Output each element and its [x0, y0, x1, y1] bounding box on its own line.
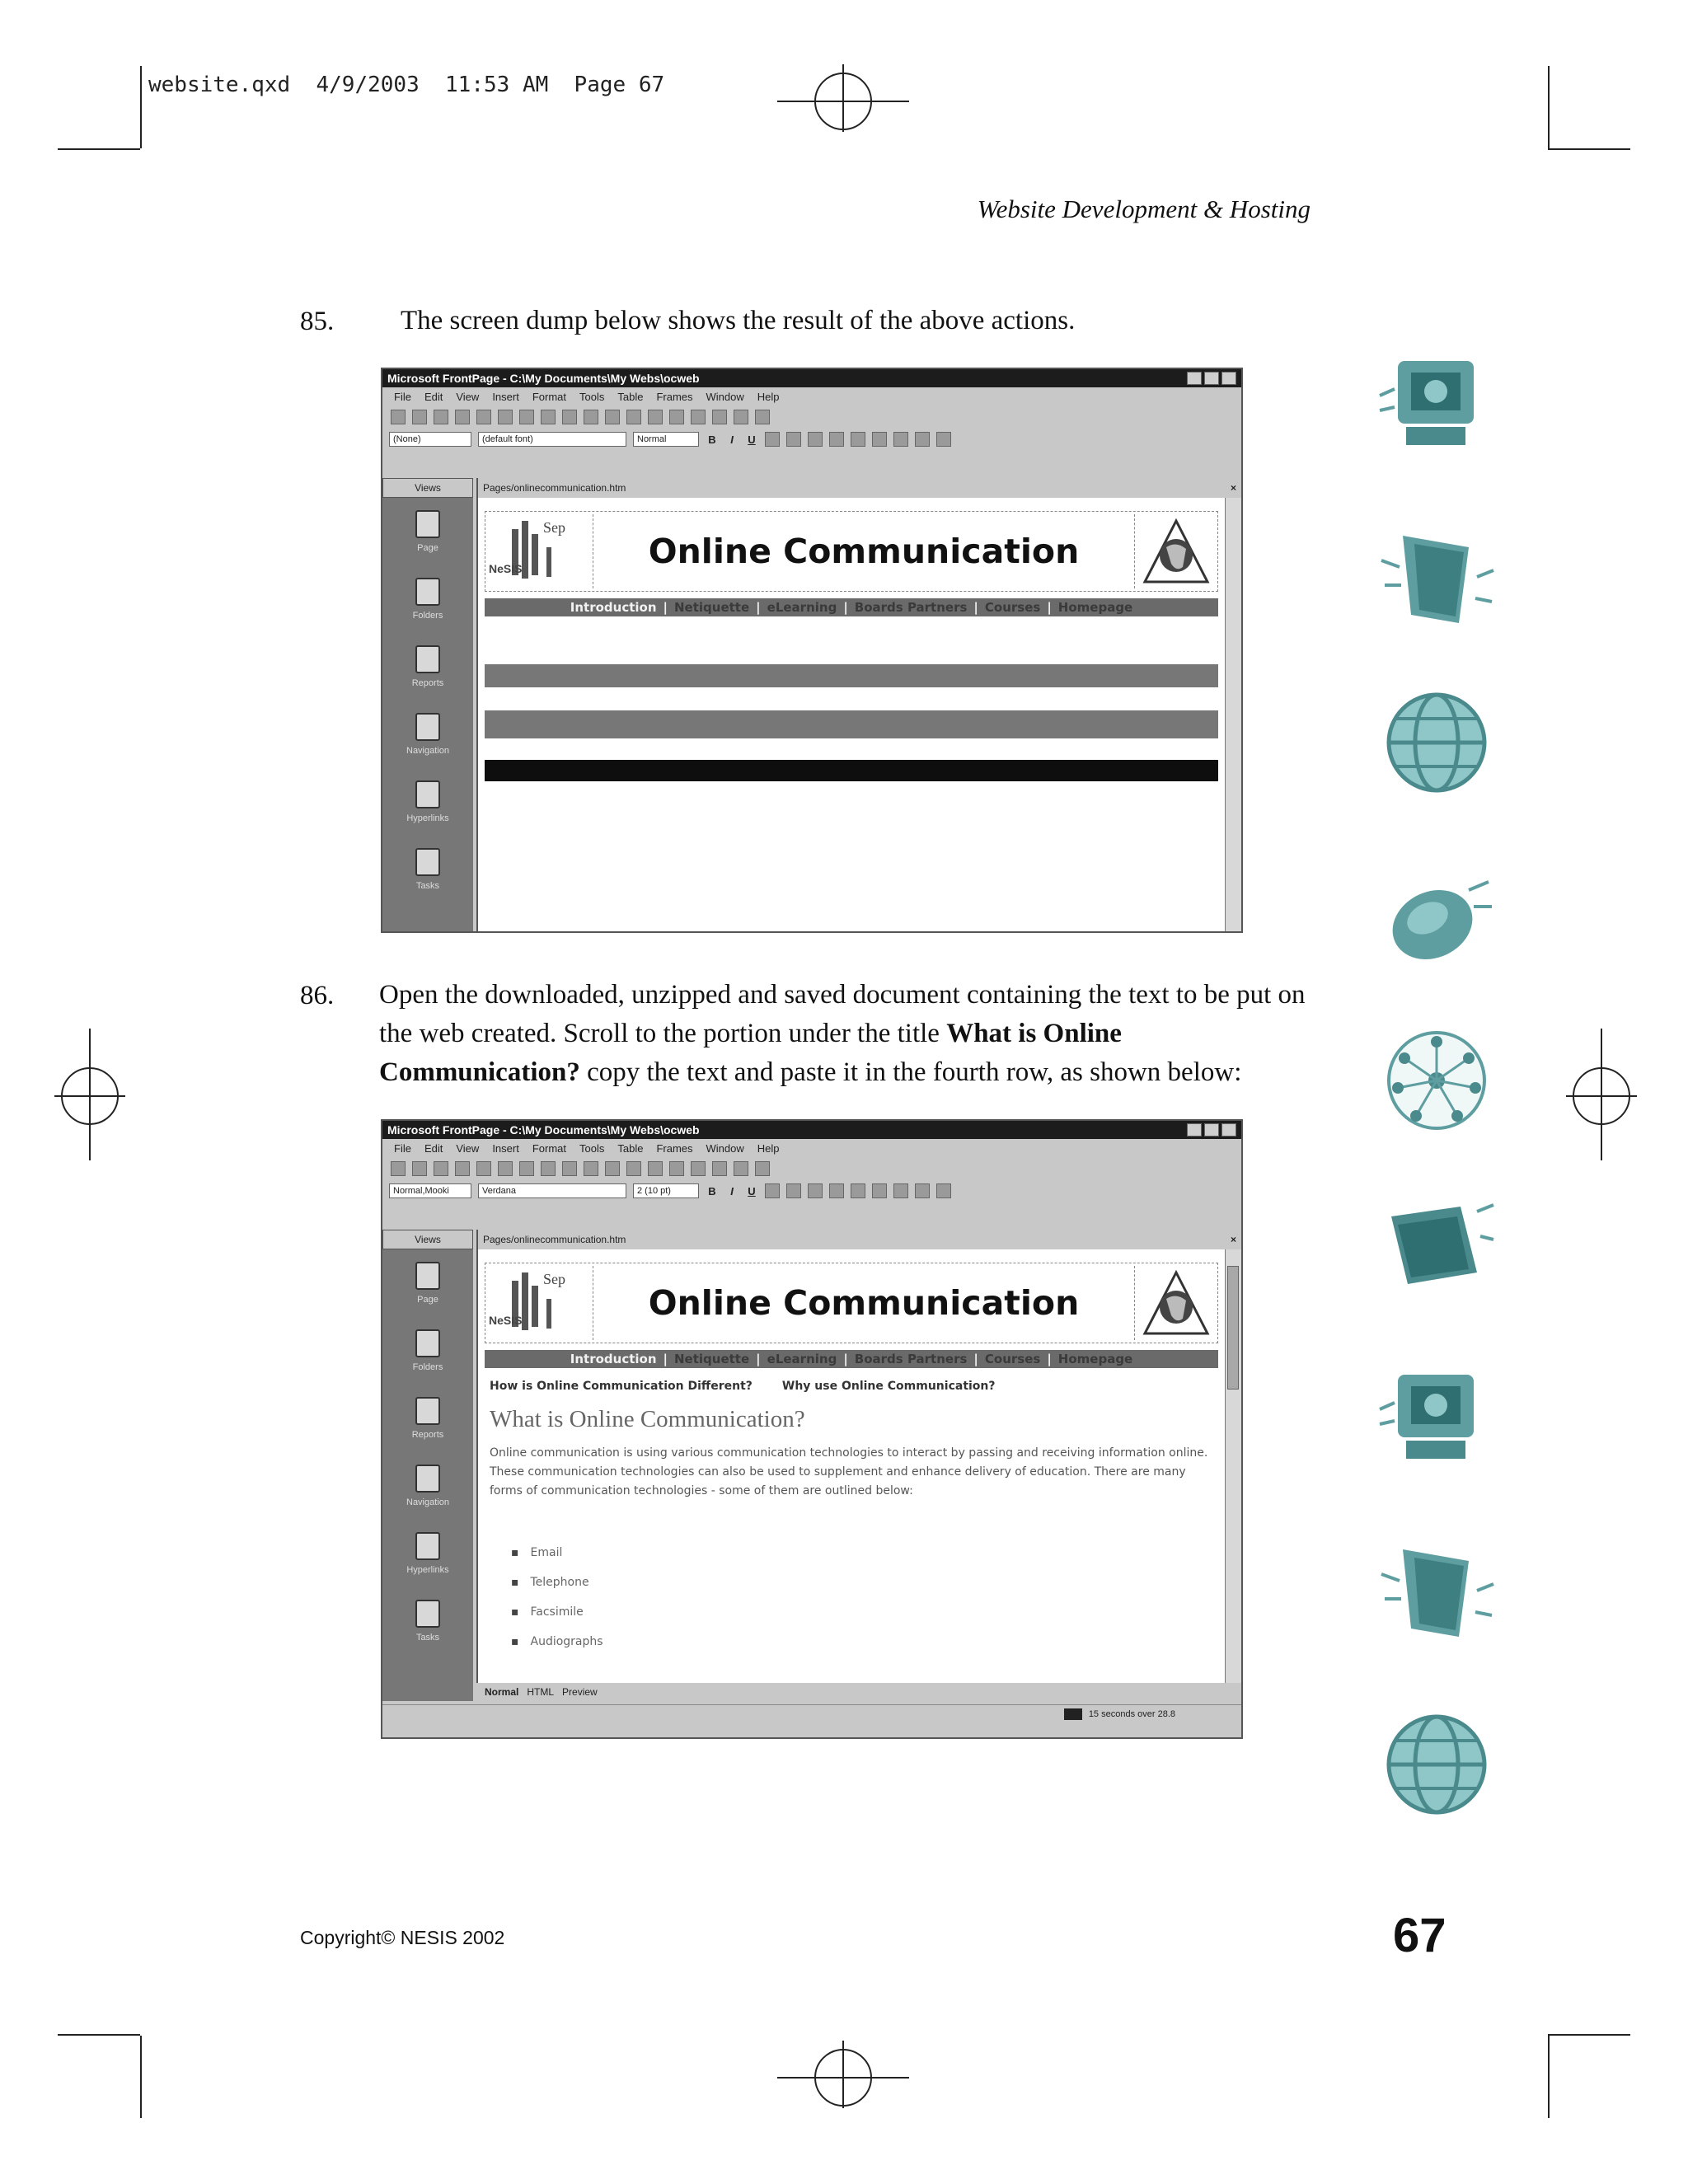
menu-help[interactable]: Help [757, 390, 780, 403]
align-left-icon[interactable] [765, 1183, 780, 1198]
crop-mark [1548, 148, 1630, 150]
hyperlink-icon[interactable] [691, 410, 706, 424]
highlight-icon[interactable] [915, 432, 930, 447]
copy-icon[interactable] [562, 1161, 577, 1176]
frontpage-screenshot-2 [381, 1119, 1243, 1739]
crop-mark [1548, 2034, 1630, 2036]
numbered-list-icon[interactable] [829, 432, 844, 447]
view-reports[interactable]: Reports [382, 633, 473, 701]
view-navigation[interactable]: Navigation [382, 701, 473, 768]
menu-bar [382, 1139, 1241, 1157]
nav-courses[interactable]: Courses [984, 600, 1041, 615]
menu-edit[interactable]: Edit [424, 1141, 443, 1155]
table-row-band [485, 664, 1218, 687]
open-icon[interactable] [412, 1161, 427, 1176]
bulleted-list-icon[interactable] [851, 1183, 865, 1198]
save-icon[interactable] [434, 410, 448, 424]
crop-mark [140, 2036, 142, 2118]
content-links [490, 1380, 996, 1393]
menu-format[interactable]: Format [532, 390, 566, 403]
image-icon[interactable] [669, 410, 684, 424]
italic-button[interactable]: I [730, 433, 734, 446]
redo-icon[interactable] [626, 410, 641, 424]
page-icon [415, 510, 440, 538]
view-tabs [476, 1683, 1243, 1701]
page-path: Pages/onlinecommunication.htm [483, 482, 626, 494]
menu-format[interactable]: Format [532, 1141, 566, 1155]
close-page-icon[interactable]: × [1230, 482, 1236, 494]
navigation-icon [415, 1465, 440, 1493]
nav-boards-partners[interactable]: Boards Partners [854, 600, 968, 615]
formatting-toolbar [382, 429, 1241, 450]
list-item: ▪ Email [511, 1546, 603, 1576]
item-text: Open the downloaded, unzipped and saved document containing the text to be put on the web created. Scroll to the portion under the title What is Online Communication? copy the text and paste it in the fourth row, as shown below: [379, 980, 1306, 1087]
folder-icon [1378, 519, 1495, 636]
africa-emblem-icon [1134, 514, 1217, 588]
menu-edit[interactable]: Edit [424, 390, 443, 403]
maximize-button[interactable] [1204, 1123, 1219, 1137]
crop-mark [1548, 2036, 1550, 2118]
list-item: ▪ Facsimile [511, 1605, 603, 1635]
close-page-icon[interactable]: × [1230, 1234, 1236, 1245]
crop-mark [58, 2034, 140, 2036]
copy-icon[interactable] [562, 410, 577, 424]
views-bar [382, 478, 473, 931]
page-editor[interactable] [476, 1230, 1241, 1683]
font-combo[interactable]: Verdana [478, 1183, 626, 1198]
views-header: Views [382, 1230, 473, 1249]
paragraph-icon[interactable] [734, 1161, 748, 1176]
nav-netiquette[interactable]: Netiquette [674, 1352, 750, 1366]
africa-emblem-icon [1134, 1266, 1217, 1340]
menu-tools[interactable]: Tools [579, 1141, 605, 1155]
view-hyperlinks[interactable]: Hyperlinks [382, 1520, 473, 1587]
page-number: 67 [1393, 1909, 1447, 1962]
navigation-icon [415, 713, 440, 741]
align-right-icon[interactable] [808, 1183, 823, 1198]
underline-button[interactable]: U [748, 1184, 756, 1197]
nav-homepage[interactable]: Homepage [1057, 1352, 1133, 1366]
hyperlinks-icon [415, 780, 440, 808]
highlight-icon[interactable] [915, 1183, 930, 1198]
bold-button[interactable]: B [708, 433, 716, 446]
window-title: Microsoft FrontPage - C:\My Documents\My Webs\ocweb [387, 1123, 700, 1137]
underline-button[interactable]: U [748, 433, 756, 446]
spelling-icon[interactable] [519, 1161, 534, 1176]
copyright: Copyright© NESIS 2002 [300, 1927, 505, 1948]
new-page-icon[interactable] [391, 410, 406, 424]
font-combo[interactable]: (default font) [478, 432, 626, 447]
bulleted-list-icon[interactable] [851, 432, 865, 447]
download-time: 15 seconds over 28.8 [1088, 1708, 1175, 1719]
computer-icon [1378, 1360, 1495, 1477]
publish-icon[interactable] [455, 410, 470, 424]
publish-icon[interactable] [455, 1161, 470, 1176]
editor-header [478, 478, 1241, 498]
network-icon [1378, 1022, 1495, 1139]
size-combo[interactable]: 2 (10 pt) [633, 1183, 699, 1198]
menu-table[interactable]: Table [617, 390, 644, 403]
decrease-indent-icon[interactable] [872, 1183, 887, 1198]
standard-toolbar [382, 405, 1241, 429]
increase-indent-icon[interactable] [893, 1183, 908, 1198]
print-icon[interactable] [476, 1161, 491, 1176]
close-button[interactable] [1221, 1123, 1236, 1137]
view-tasks[interactable]: Tasks [382, 1587, 473, 1655]
status-bar [382, 1704, 1241, 1722]
preview-icon[interactable] [498, 1161, 513, 1176]
numbered-list-icon[interactable] [829, 1183, 844, 1198]
nav-introduction[interactable]: Introduction [570, 1352, 657, 1366]
folder-icon [415, 578, 440, 606]
vertical-scrollbar[interactable] [1225, 498, 1241, 931]
menu-view[interactable]: View [456, 390, 480, 403]
views-header: Views [382, 478, 473, 498]
reports-icon [415, 1397, 440, 1425]
view-navigation[interactable]: Navigation [382, 1452, 473, 1520]
table-row-footer [485, 760, 1218, 781]
window-title: Microsoft FrontPage - C:\My Documents\My Webs\ocweb [387, 372, 700, 385]
preview-icon[interactable] [498, 410, 513, 424]
new-page-icon[interactable] [391, 1161, 406, 1176]
item-text: The screen dump below shows the result of the above actions. [401, 306, 1076, 335]
menu-view[interactable]: View [456, 1141, 480, 1155]
font-color-icon[interactable] [936, 432, 951, 447]
window-titlebar [382, 369, 1241, 387]
nav-courses[interactable]: Courses [984, 1352, 1041, 1366]
nav-elearning[interactable]: eLearning [767, 1352, 837, 1366]
close-button[interactable] [1221, 372, 1236, 385]
image-icon[interactable] [669, 1161, 684, 1176]
nav-homepage[interactable]: Homepage [1057, 600, 1133, 615]
refresh-icon[interactable] [712, 1161, 727, 1176]
view-page[interactable]: Page [382, 498, 473, 565]
align-center-icon[interactable] [786, 432, 801, 447]
style-combo[interactable]: Normal,Mooki [389, 1183, 471, 1198]
italic-button[interactable]: I [730, 1184, 734, 1197]
style-combo[interactable]: (None) [389, 432, 471, 447]
minimize-button[interactable] [1187, 1123, 1202, 1137]
menu-frames[interactable]: Frames [656, 390, 693, 403]
registration-mark-line [842, 64, 844, 132]
window-titlebar [382, 1121, 1241, 1139]
menu-insert[interactable]: Insert [492, 390, 519, 403]
nav-boards-partners[interactable]: Boards Partners [854, 1352, 968, 1366]
bold-button[interactable]: B [708, 1184, 716, 1197]
nav-netiquette[interactable]: Netiquette [674, 600, 750, 615]
list-item: ▪ Telephone [511, 1576, 603, 1605]
computer-icon [1378, 346, 1495, 463]
views-bar [382, 1230, 473, 1701]
paste-icon[interactable] [584, 1161, 598, 1176]
mouse-icon [1378, 857, 1495, 974]
nav-elearning[interactable]: eLearning [767, 600, 837, 615]
view-hyperlinks[interactable]: Hyperlinks [382, 768, 473, 836]
hyperlink-icon[interactable] [691, 1161, 706, 1176]
menu-insert[interactable]: Insert [492, 1141, 519, 1155]
crop-mark [140, 66, 142, 148]
tab-normal[interactable]: Normal [485, 1686, 519, 1698]
tab-preview[interactable]: Preview [562, 1686, 598, 1698]
align-left-icon[interactable] [765, 432, 780, 447]
view-folders[interactable]: Folders [382, 565, 473, 633]
editor-header [478, 1230, 1241, 1249]
paragraph-icon[interactable] [734, 410, 748, 424]
site-title: Online Communication [648, 532, 1080, 571]
tab-html[interactable]: HTML [527, 1686, 555, 1698]
table-icon[interactable] [648, 410, 663, 424]
menu-table[interactable]: Table [617, 1141, 644, 1155]
vertical-scrollbar[interactable] [1225, 1249, 1241, 1683]
cut-icon[interactable] [541, 410, 556, 424]
font-color-icon[interactable] [936, 1183, 951, 1198]
align-right-icon[interactable] [808, 432, 823, 447]
content-paragraph: Online communication is using various communication technologies to interact by passing and receiving information online. These communication technologies can also be used to supplement and enhance delivery of education. There are many forms of communication technologies - some of them are outlined below: [490, 1446, 1208, 1497]
help-icon[interactable] [755, 410, 770, 424]
redo-icon[interactable] [626, 1161, 641, 1176]
content-heading: What is Online Communication? [490, 1406, 805, 1432]
table-icon[interactable] [648, 1161, 663, 1176]
menu-help[interactable]: Help [757, 1141, 780, 1155]
folder-icon [1378, 1533, 1495, 1650]
menu-bar [382, 387, 1241, 405]
slug-line: website.qxd 4/9/2003 11:53 AM Page 67 [148, 73, 665, 97]
page-banner [485, 511, 1218, 592]
view-tasks[interactable]: Tasks [382, 836, 473, 903]
site-logo: Sep NeSIS [485, 1266, 593, 1340]
undo-icon[interactable] [605, 410, 620, 424]
spelling-icon[interactable] [519, 410, 534, 424]
increase-indent-icon[interactable] [893, 432, 908, 447]
minimize-button[interactable] [1187, 372, 1202, 385]
menu-frames[interactable]: Frames [656, 1141, 693, 1155]
nav-introduction[interactable]: Introduction [570, 600, 657, 615]
page-icon [415, 1262, 440, 1290]
globe-icon [1378, 684, 1495, 801]
crop-mark [58, 148, 140, 150]
crop-mark [1548, 66, 1550, 148]
link-why-use[interactable]: Why use Online Communication? [781, 1380, 996, 1393]
menu-window[interactable]: Window [706, 390, 744, 403]
frontpage-screenshot-1 [381, 368, 1243, 933]
paste-icon[interactable] [584, 410, 598, 424]
table-row-band [485, 710, 1218, 738]
cut-icon[interactable] [541, 1161, 556, 1176]
standard-toolbar [382, 1157, 1241, 1180]
menu-tools[interactable]: Tools [579, 390, 605, 403]
print-icon[interactable] [476, 410, 491, 424]
hyperlinks-icon [415, 1532, 440, 1560]
save-icon[interactable] [434, 1161, 448, 1176]
globe-icon [1378, 1706, 1495, 1823]
open-icon[interactable] [412, 410, 427, 424]
help-icon[interactable] [755, 1161, 770, 1176]
item-number: 86. [300, 981, 335, 1010]
content-list [511, 1546, 603, 1665]
list-item: ▪ Audiographs [511, 1635, 603, 1665]
tasks-icon [415, 1600, 440, 1628]
item-number: 85. [300, 307, 335, 336]
page-path: Pages/onlinecommunication.htm [483, 1234, 626, 1245]
menu-file[interactable]: File [394, 1141, 411, 1155]
view-reports[interactable]: Reports [382, 1385, 473, 1452]
running-head: Website Development & Hosting [977, 194, 1311, 223]
reports-icon [415, 645, 440, 673]
status-icon [1064, 1708, 1082, 1720]
view-page[interactable]: Page [382, 1249, 473, 1317]
decrease-indent-icon[interactable] [872, 432, 887, 447]
tasks-icon [415, 848, 440, 876]
bold-title: What is Online Communication? [379, 1019, 1122, 1087]
refresh-icon[interactable] [712, 410, 727, 424]
view-folders[interactable]: Folders [382, 1317, 473, 1385]
nav-bar: Introduction | Netiquette | eLearning | Boards Partners | Courses | Homepage [485, 1350, 1218, 1368]
nav-bar: Introduction | Netiquette | eLearning | Boards Partners | Courses | Homepage [485, 598, 1218, 616]
folder-icon [415, 1329, 440, 1357]
maximize-button[interactable] [1204, 372, 1219, 385]
site-logo: Sep NeSIS [485, 514, 593, 588]
undo-icon[interactable] [605, 1161, 620, 1176]
site-title: Online Communication [648, 1283, 1080, 1323]
folder-icon [1378, 1187, 1495, 1304]
registration-mark-line [842, 2041, 844, 2108]
menu-window[interactable]: Window [706, 1141, 744, 1155]
registration-mark-line [89, 1029, 91, 1160]
formatting-toolbar [382, 1180, 1241, 1202]
registration-mark-line [1601, 1029, 1602, 1160]
scrollbar-thumb[interactable] [1227, 1266, 1239, 1390]
menu-file[interactable]: File [394, 390, 411, 403]
align-center-icon[interactable] [786, 1183, 801, 1198]
size-combo[interactable]: Normal [633, 432, 699, 447]
page-banner [485, 1263, 1218, 1343]
link-how-different[interactable]: How is Online Communication Different? [490, 1380, 753, 1393]
page-editor[interactable] [476, 478, 1241, 931]
